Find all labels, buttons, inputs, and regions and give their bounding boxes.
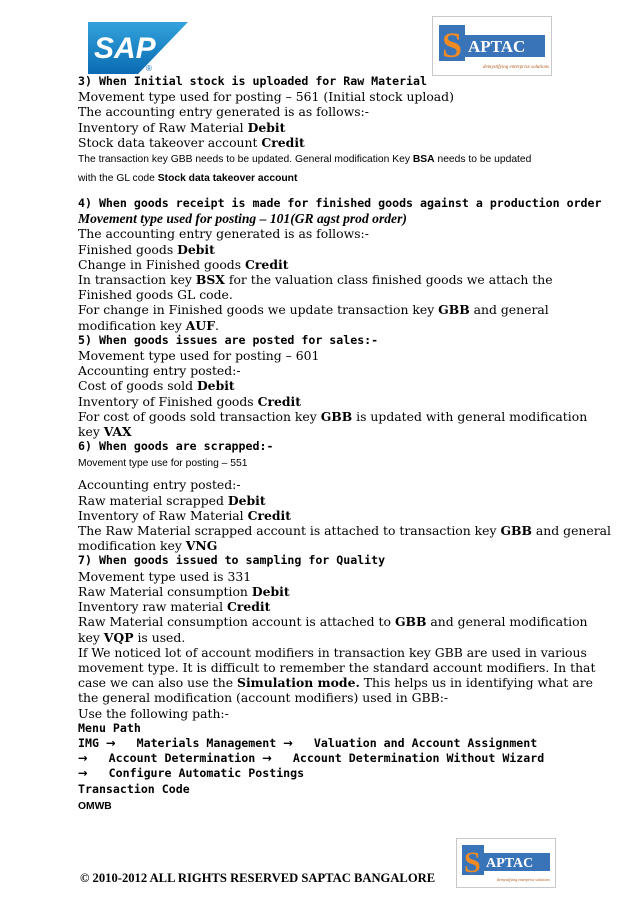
text-line: Inventory of Raw Material Credit	[78, 507, 291, 523]
text-line: Raw Material consumption account is attached to GBB and general modification	[78, 614, 588, 630]
svg-text:demystifying enterprise soluti: demystifying enterprise solutions	[497, 877, 550, 882]
sap-logo-text: SAP	[94, 32, 156, 65]
document-body	[78, 74, 612, 816]
section-3-heading: 3) When Initial stock is uploaded for Raw Material	[78, 74, 428, 88]
text-line: movement type. It is difficult to remember the standard account modifiers. In that	[78, 659, 596, 675]
text-line: Stock data takeover account Credit	[78, 134, 305, 150]
text-line: The accounting entry generated is as follows:-	[78, 104, 369, 120]
text-line: case we can also use the Simulation mode. This helps us in identifying what are	[78, 675, 593, 691]
menu-path-title: Menu Path	[78, 720, 141, 735]
section-4-heading: 4) When goods receipt is made for finished goods against a production order	[78, 196, 602, 211]
text-line: Use the following path:-	[78, 705, 229, 721]
section-6-heading: 6) When goods are scrapped:-	[78, 439, 274, 454]
menu-path-line: IMG → Materials Management → Valuation and Account Assignment	[78, 735, 538, 750]
footer-copyright: © 2010-2012 ALL RIGHTS RESERVED SAPTAC BANGALORE	[80, 871, 436, 885]
text-line: For cost of goods sold transaction key GBB is updated with general modification	[78, 408, 588, 424]
text-line: Raw material scrapped Debit	[78, 492, 266, 508]
svg-text:APTAC: APTAC	[486, 856, 534, 871]
section-7-heading: 7) When goods issued to sampling for Quality	[78, 553, 386, 568]
text-line: The accounting entry generated is as follows:-	[78, 226, 369, 242]
svg-text:®: ®	[146, 64, 152, 73]
saptac-logo-letter: S	[442, 25, 463, 65]
text-line: Inventory of Finished goods Credit	[78, 393, 301, 409]
svg-text:S: S	[464, 846, 481, 879]
text-line: modification key VNG	[78, 538, 218, 554]
saptac-logo	[432, 16, 552, 76]
text-line: Movement type use for posting – 551	[78, 458, 248, 470]
saptac-footer-logo	[456, 838, 556, 888]
arrow-right-icon: →	[78, 766, 88, 781]
text-line: Movement type used for posting – 601	[78, 348, 320, 364]
text-line: Change in Finished goods Credit	[78, 256, 289, 272]
text-line: modification key AUF.	[78, 317, 219, 333]
text-line: Movement type used for posting – 561 (Initial stock upload)	[78, 89, 454, 105]
text-line: Finished goods GL code.	[78, 287, 233, 303]
text-line: key VAX	[78, 424, 132, 440]
text-line: Inventory of Raw Material Debit	[78, 119, 286, 135]
text-line: If We noticed lot of account modifiers in transaction key GBB are used in various	[78, 644, 587, 660]
transaction-code-title: Transaction Code	[78, 781, 190, 796]
text-line: In transaction key BSX for the valuation class finished goods we attach the	[78, 272, 553, 288]
menu-path-line: → Account Determination → Account Determination Without Wizard	[78, 751, 545, 766]
menu-path-line: → Configure Automatic Postings	[78, 766, 305, 781]
arrow-right-icon: →	[262, 751, 272, 766]
text-line: For change in Finished goods we update transaction key GBB and general	[78, 302, 549, 318]
text-line: Inventory raw material Credit	[78, 599, 271, 615]
saptac-tagline: demystifying enterprise solutions	[483, 65, 550, 70]
saptac-logo-text: APTAC	[468, 37, 526, 56]
transaction-code: OMWB	[78, 800, 112, 812]
text-line: Finished goods Debit	[78, 241, 215, 257]
text-line: Accounting entry posted:-	[78, 363, 241, 379]
arrow-right-icon: →	[283, 735, 293, 750]
sap-logo	[88, 22, 188, 74]
section-4-subheading: Movement type used for posting – 101(GR agst prod order)	[78, 211, 407, 227]
text-line: Raw Material consumption Debit	[78, 583, 290, 599]
text-line: Cost of goods sold Debit	[78, 378, 235, 394]
text-line: The Raw Material scrapped account is attached to transaction key GBB and general	[78, 523, 612, 539]
text-line: Accounting entry posted:-	[78, 477, 241, 493]
section-5-heading: 5) When goods issues are posted for sales:-	[78, 332, 379, 347]
text-line: the general modification (account modifiers) used in GBB:-	[78, 690, 449, 706]
text-line: The transaction key GBB needs to be updated. General modification Key BSA needs to be updated	[78, 154, 532, 166]
arrow-right-icon: →	[78, 751, 88, 766]
text-line: key VQP is used.	[78, 629, 186, 645]
arrow-right-icon: →	[105, 735, 116, 750]
text-line: Movement type used is 331	[78, 568, 252, 584]
text-line: with the GL code Stock data takeover account	[78, 173, 298, 185]
